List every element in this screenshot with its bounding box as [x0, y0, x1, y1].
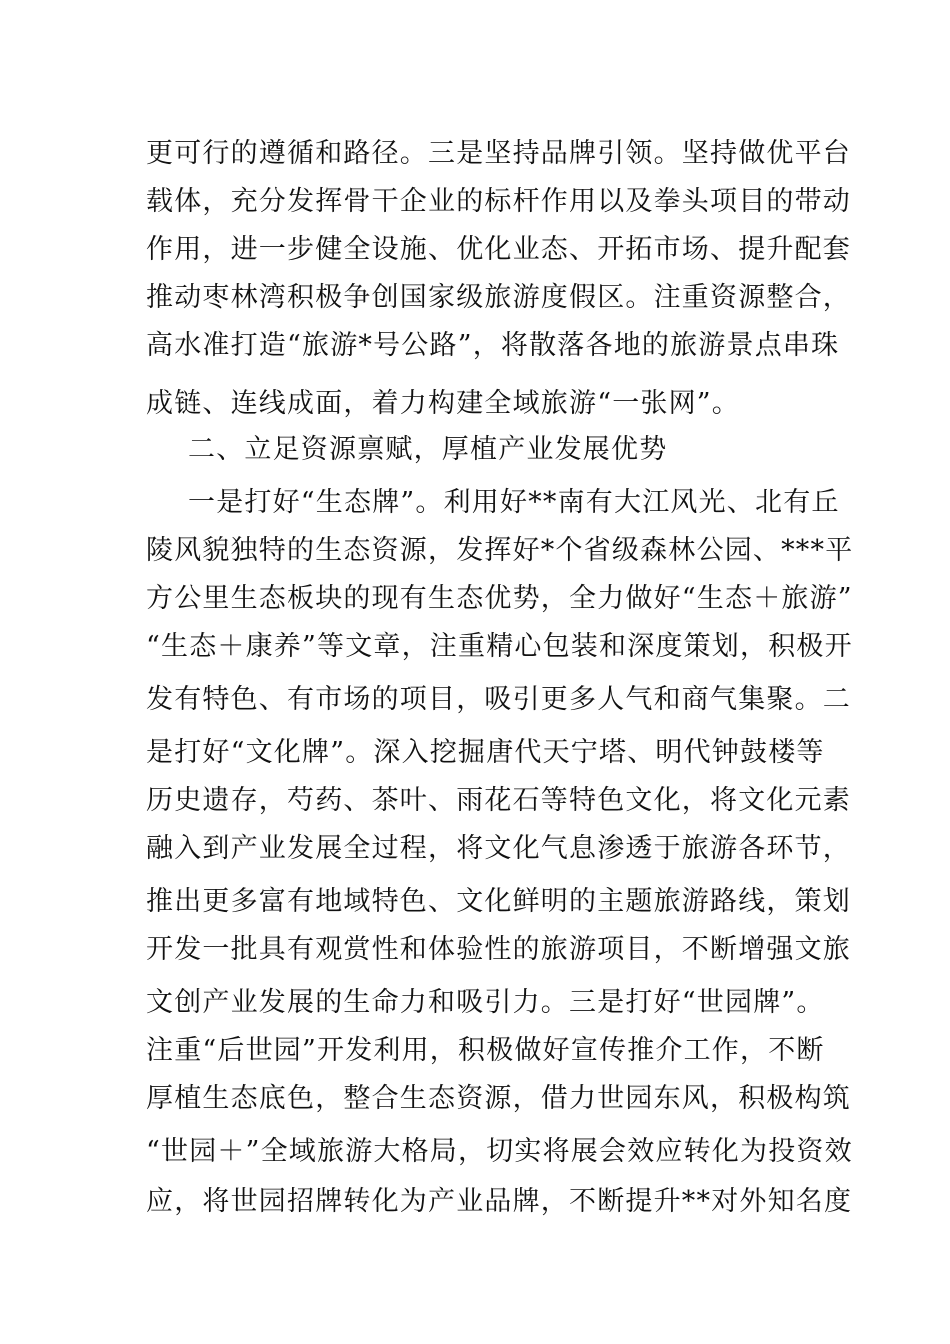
text-line: 发有特色、有市场的项目，吸引更多人气和商气集聚。二 — [146, 684, 851, 715]
text-line: 应，将世园招牌转化为产业品牌，不断提升**对外知名度 — [146, 1186, 853, 1217]
text-line: “世园＋”全域旅游大格局，切实将展会效应转化为投资效 — [146, 1136, 853, 1167]
text-line: 作用，进一步健全设施、优化业态、开拓市场、提升配套 — [146, 234, 851, 265]
text-line: “生态＋康养”等文章，注重精心包装和深度策划，积极开 — [146, 631, 853, 662]
text-line: 文创产业发展的生命力和吸引力。三是打好“世园牌”。 — [146, 987, 825, 1018]
text-line: 高水准打造“旅游*号公路”，将散落各地的旅游景点串珠 — [146, 330, 840, 361]
text-line: 是打好“文化牌”。深入挖掘唐代天宁塔、明代钟鼓楼等 — [146, 737, 825, 768]
text-line: 厚植生态底色，整合生态资源，借力世园东风，积极构筑 — [146, 1083, 851, 1114]
text-line: 方公里生态板块的现有生态优势，全力做好“生态＋旅游” — [146, 583, 853, 614]
text-line: 陵风貌独特的生态资源，发挥好*个省级森林公园、***平 — [146, 535, 854, 566]
text-line: 历史遗存，芍药、茶叶、雨花石等特色文化，将文化元素 — [146, 785, 851, 816]
paragraph-first-line: 一是打好“生态牌”。利用好**南有大江风光、北有丘 — [188, 487, 840, 518]
text-line: 更可行的遵循和路径。三是坚持品牌引领。坚持做优平台 — [146, 138, 851, 169]
text-line: 注重“后世园”开发利用，积极做好宣传推介工作，不断 — [146, 1035, 825, 1066]
text-line: 成链、连线成面，着力构建全域旅游“一张网”。 — [146, 388, 741, 419]
text-line: 推动枣林湾积极争创国家级旅游度假区。注重资源整合， — [146, 282, 851, 313]
section-heading: 二、立足资源禀赋，厚植产业发展优势 — [188, 434, 668, 465]
text-line: 开发一批具有观赏性和体验性的旅游项目，不断增强文旅 — [146, 934, 851, 965]
text-line: 载体，充分发挥骨干企业的标杆作用以及拳头项目的带动 — [146, 186, 851, 217]
text-line: 推出更多富有地域特色、文化鲜明的主题旅游路线，策划 — [146, 886, 851, 917]
text-line: 融入到产业发展全过程，将文化气息渗透于旅游各环节， — [146, 833, 851, 864]
